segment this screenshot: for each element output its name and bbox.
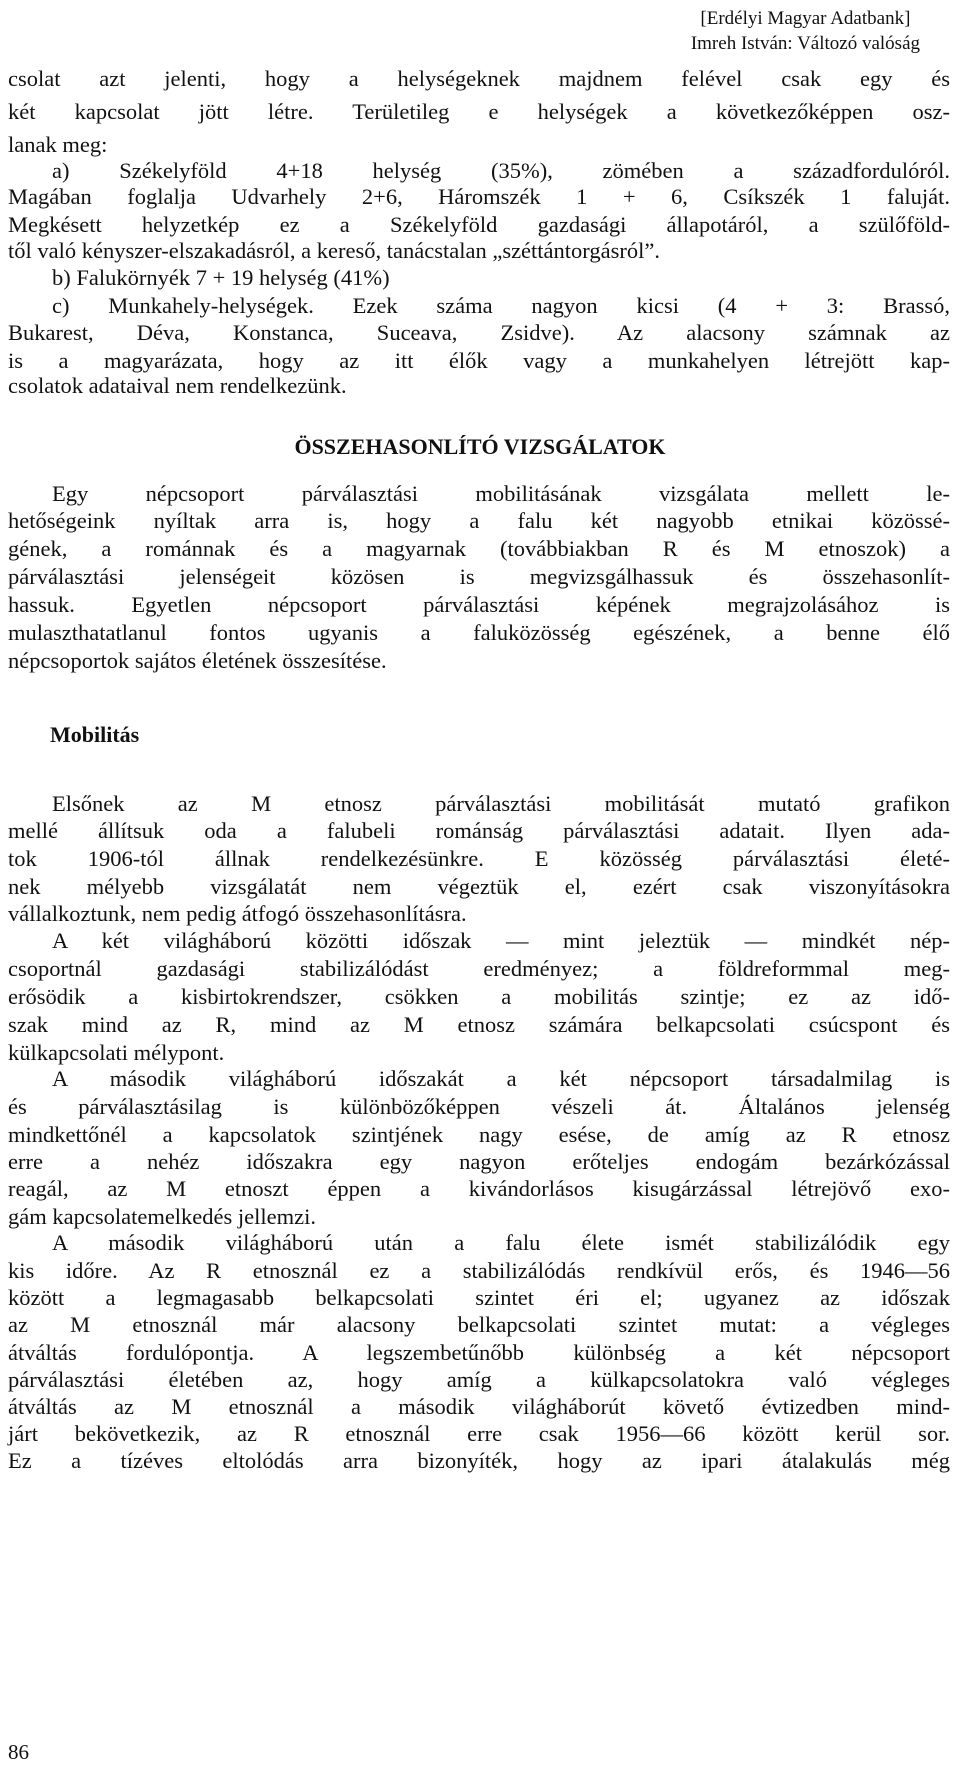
text-line: Megkésett helyzetkép ez a Székelyföld gazdasági állapotáról, a szülőföld- bbox=[8, 212, 950, 237]
text-line: vállalkoztunk, nem pedig átfogó összehasonlításra. bbox=[8, 901, 467, 926]
text-line: reagál, az M etnoszt éppen a kivándorlásos kisugárzással létrejövő exo- bbox=[8, 1176, 950, 1201]
subsection-heading: Mobilitás bbox=[50, 722, 140, 747]
text-line: erre a nehéz időszakra egy nagyon erőteljes endogám bezárkózással bbox=[8, 1149, 950, 1174]
text-line: Bukarest, Déva, Konstanca, Suceava, Zsidve). Az alacsony számnak az bbox=[8, 320, 950, 345]
text-line: átváltás az M etnosznál a második világháborút követő évtizedben mind- bbox=[8, 1394, 950, 1419]
text-line: is a magyarázata, hogy az itt élők vagy a munkahelyen létrejött kap- bbox=[8, 348, 950, 373]
text-line: Ez a tízéves eltolódás arra bizonyíték, hogy az ipari átalakulás még bbox=[8, 1448, 950, 1473]
header-source: [Erdélyi Magyar Adatbank] bbox=[700, 8, 911, 29]
text-line: hassuk. Egyetlen népcsoport párválasztási képének megrajzolásához is bbox=[8, 592, 950, 617]
text-line: külkapcsolati mélypont. bbox=[8, 1040, 225, 1065]
text-line: népcsoportok sajátos életének összesítése. bbox=[8, 648, 387, 673]
text-line: hetőségeink nyíltak arra is, hogy a falu két nagyobb etnikai közössé- bbox=[8, 508, 950, 533]
text-line: mulaszthatatlanul fontos ugyanis a faluközösség egészének, a benne élő bbox=[8, 620, 950, 645]
text-line: lanak meg: bbox=[8, 132, 108, 157]
text-line: Magában foglalja Udvarhely 2+6, Háromszék 1 + 6, Csíkszék 1 faluját. bbox=[8, 184, 950, 209]
text-line: csolatok adataival nem rendelkezünk. bbox=[8, 373, 347, 398]
text-line: tok 1906-tól állnak rendelkezésünkre. E közösség párválasztási életé- bbox=[8, 846, 950, 871]
text-line: az M etnosznál már alacsony belkapcsolati szintet mutat: a végleges bbox=[8, 1312, 950, 1337]
running-header bbox=[691, 6, 920, 56]
text-line: a) Székelyföld 4+18 helység (35%), zömében a századfordulóról. bbox=[52, 158, 950, 183]
text-line: b) Falukörnyék 7 + 19 helység (41%) bbox=[52, 265, 390, 290]
text-line: mellé állítsuk oda a falubeli románság párválasztási adatait. Ilyen ada- bbox=[8, 818, 950, 843]
text-line: szak mind az R, mind az M etnosz számára belkapcsolati csúcspont és bbox=[8, 1012, 950, 1037]
text-line: között a legmagasabb belkapcsolati szintet éri el; ugyanez az időszak bbox=[8, 1285, 950, 1310]
section-heading: ÖSSZEHASONLÍTÓ VIZSGÁLATOK bbox=[294, 434, 666, 459]
text-line: kis időre. Az R etnosznál ez a stabilizálódás rendkívül erős, és 1946—56 bbox=[8, 1258, 950, 1283]
text-line: járt bekövetkezik, az R etnosznál erre csak 1956—66 között kerül sor. bbox=[8, 1421, 950, 1446]
page-number: 86 bbox=[8, 1740, 29, 1764]
header-work-title: Imreh István: Változó valóság bbox=[690, 33, 920, 54]
text-line: erősödik a kisbirtokrendszer, csökken a mobilitás szintje; ez az idő- bbox=[8, 984, 950, 1009]
text-line: gám kapcsolatemelkedés jellemzi. bbox=[8, 1204, 317, 1229]
text-line: két kapcsolat jött létre. Területileg e helységek a következőképpen osz- bbox=[8, 99, 950, 124]
text-line: párválasztási életében az, hogy amíg a külkapcsolatokra való végleges bbox=[8, 1367, 950, 1392]
text-line: és párválasztásilag is különbözőképpen vészeli át. Általános jelenség bbox=[8, 1094, 950, 1119]
text-line: A két világháború közötti időszak — mint jeleztük — mindkét nép- bbox=[52, 928, 950, 953]
text-line: nek mélyebb vizsgálatát nem végeztük el, ezért csak viszonyításokra bbox=[8, 874, 950, 899]
text-line: csoportnál gazdasági stabilizálódást eredményez; a földreformmal meg- bbox=[8, 956, 950, 981]
text-line: Egy népcsoport párválasztási mobilitásának vizsgálata mellett le- bbox=[52, 481, 950, 506]
text-line: csolat azt jelenti, hogy a helységeknek majdnem felével csak egy és bbox=[8, 66, 950, 91]
text-line: A második világháború után a falu élete ismét stabilizálódik egy bbox=[52, 1230, 950, 1255]
text-line: Elsőnek az M etnosz párválasztási mobilitását mutató grafikon bbox=[52, 791, 950, 816]
text-line: től való kényszer-elszakadásról, a kereső, tanácstalan „széttántorgásról”. bbox=[8, 238, 660, 263]
text-line: A második világháború időszakát a két népcsoport társadalmilag is bbox=[52, 1066, 950, 1091]
text-line: gének, a románnak és a magyarnak (továbbiakban R és M etnoszok) a bbox=[8, 536, 950, 561]
text-line: párválasztási jelenségeit közösen is megvizsgálhassuk és összehasonlít- bbox=[8, 564, 950, 589]
text-line: átváltás fordulópontja. A legszembetűnőbb különbség a két népcsoport bbox=[8, 1340, 950, 1365]
text-line: mindkettőnél a kapcsolatok szintjének nagy esése, de amíg az R etnosz bbox=[8, 1122, 950, 1147]
text-line: c) Munkahely-helységek. Ezek száma nagyon kicsi (4 + 3: Brassó, bbox=[52, 293, 950, 318]
